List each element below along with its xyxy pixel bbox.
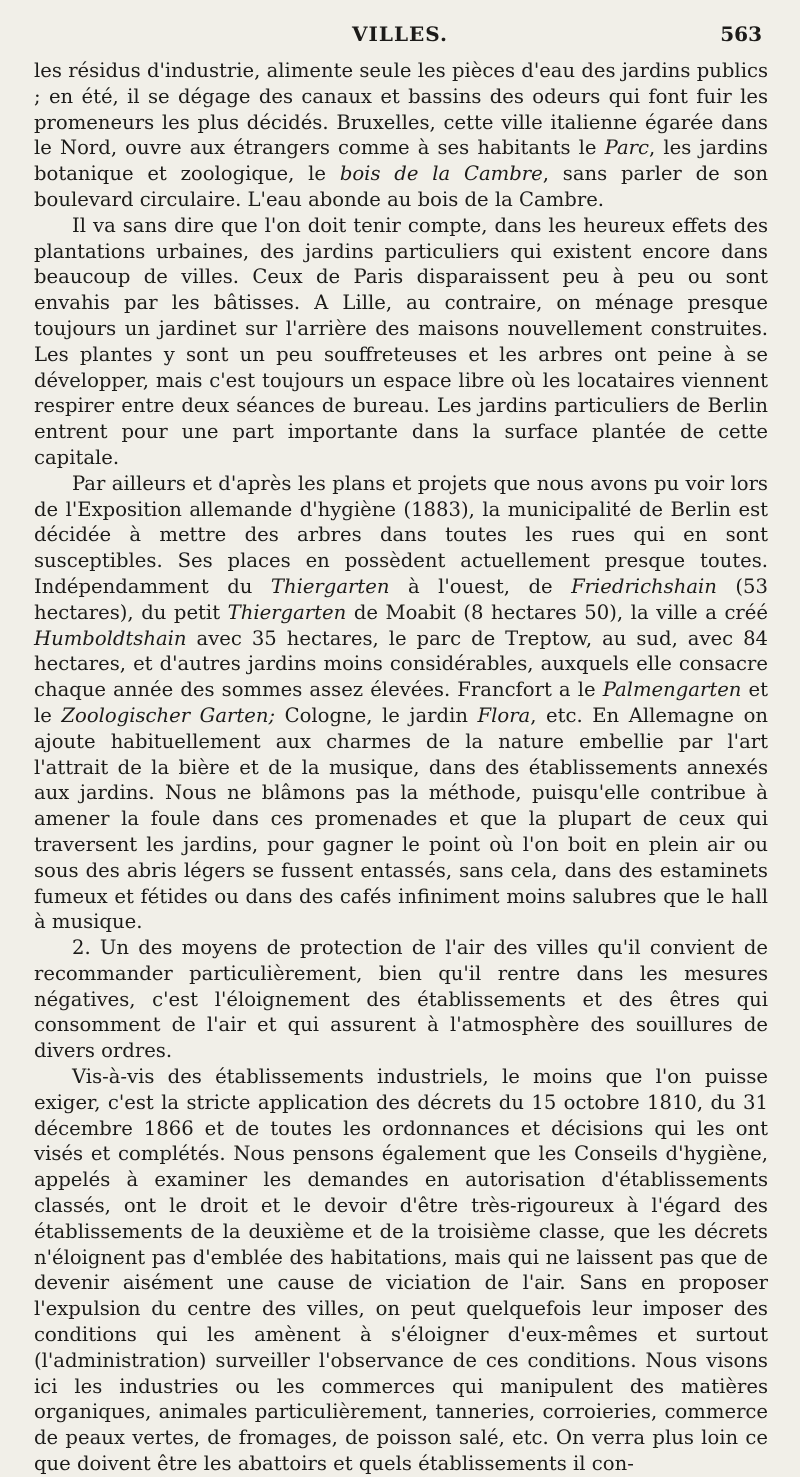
text-run: Par ailleurs et d'après les plans et projets que nous avons pu voir lors de l'Exposition allemande d'hygiène (1883), la municipalité de Berlin est décidée à mettre des arbres dans toutes les rues qui en sont susceptibles. Ses places en possèdent actuellement presque toutes. Indépendamment du	[34, 471, 768, 598]
running-title: VILLES.	[352, 22, 448, 46]
page-header	[0, 22, 800, 52]
text-run: , les jardins botanique et zoologique, le	[34, 136, 768, 186]
page-number: 563	[720, 22, 762, 46]
body-text	[34, 58, 768, 1477]
text-run: (53 hectares), du petit	[34, 574, 768, 624]
text-run: , sans parler de son boulevard circulaire. L'eau abonde au bois de la Cambre.	[34, 162, 769, 211]
italic-text-run: Flora	[477, 703, 531, 727]
text-run: , etc. En Allemagne on ajoute habituellement aux charmes de la nature embellie par l'art l'attrait de la bière et de la musique, dans des établissements annexés aux jardins. Nous ne blâmons pas la méthode, puisqu'elle contribue à amener la foule dans ces promenades et que la plupart de ceux qui traversent les jardins, pour gagner le point où l'on boit en plein air ou sous des abris légers se fussent entassés, sans cela, dans des estaminets fumeux et fétides ou dans des cafés infiniment moins salubres que le hall à musique.	[34, 703, 768, 934]
italic-text-run: bois de la Cambre	[339, 162, 543, 186]
italic-text-run: Parc	[604, 136, 649, 160]
italic-text-run: Thiergarten	[227, 600, 347, 624]
text-run: 2. Un des moyens de protection de l'air des villes qu'il convient de recommander particulièrement, bien qu'il rentre dans les mesures négatives, c'est l'éloignement des établissements et des êtres qui consomment de l'air et qui assurent à l'atmosphère des souillures de divers ordres.	[34, 936, 768, 1063]
text-run: et le	[34, 678, 768, 727]
italic-text-run: Friedrichshain	[571, 574, 717, 598]
text-run: avec 35 hectares, le parc de Treptow, au sud, avec 84 hectares, et d'autres jardins moins considérables, auxquels elle consacre chaque année des sommes assez élevées. Francfort a le	[34, 626, 768, 702]
text-run: les résidus d'industrie, alimente seule les pièces d'eau des jardins publics ; en été, il se dégage des canaux et bassins des odeurs qui font fuir les promeneurs les plus décidés. Bruxelles, cette ville italienne égarée dans le Nord, ouvre aux étrangers comme à ses habitants le	[34, 59, 768, 160]
paragraph	[34, 213, 768, 471]
text-run: à l'ouest, de	[389, 574, 572, 598]
italic-text-run: Humboldtshain	[34, 626, 187, 650]
text-run: Il va sans dire que l'on doit tenir compte, dans les heureux effets des plantations urbaines, des jardins particuliers qui existent encore dans beaucoup de villes. Ceux de Paris disparaissent peu à peu ou sont envahis par les bâtisses. A Lille, au contraire, on ménage presque toujours un jardinet sur l'arrière des maisons nouvellement construites. Les plantes y sont un peu souffreteuses et les arbres ont peine à se développer, mais c'est toujours un espace libre où les locataires viennent respirer entre deux séances de bureau. Les jardins particuliers de Berlin entrent pour une part importante dans la surface plantée de cette capitale.	[34, 213, 768, 469]
paragraph	[34, 58, 768, 213]
italic-text-run: Thiergarten	[270, 574, 390, 598]
paragraph	[34, 471, 768, 935]
paragraph	[34, 1064, 768, 1477]
italic-text-run: Palmengarten	[602, 678, 742, 702]
italic-text-run: Zoologischer Garten;	[61, 703, 276, 727]
text-run: Vis-à-vis des établissements industriels, le moins que l'on puisse exiger, c'est la stricte application des décrets du 15 octobre 1810, du 31 décembre 1866 et de toutes les ordonnances et décisions qui les ont visés et complétés. Nous pensons également que les Conseils d'hygiène, appelés à examiner les demandes en autorisation d'établissements classés, ont le droit et le devoir d'être très-rigoureux à l'égard des établissements de la deuxième et de la troisième classe, que les décrets n'éloignent pas d'emblée des habitations, mais qui ne laissent pas que de devenir aisément une cause de viciation de l'air. Sans en proposer l'expulsion du centre des villes, on peut quelquefois leur imposer des conditions qui les amènent à s'éloigner d'eux-mêmes et surtout (l'administration) surveiller l'observance de ces conditions. Nous visons ici les industries ou les commerces qui manipulent des matières organiques, animales particulièrement, tanneries, corroieries, commerce de peaux vertes, de fromages, de poisson salé, etc. On verra plus loin ce que doivent être les abattoirs et quels établissements il con-	[34, 1065, 768, 1476]
text-run: de Moabit (8 hectares 50), la ville a créé	[346, 600, 768, 624]
paragraph	[34, 935, 768, 1064]
text-run: Cologne, le jardin	[275, 703, 478, 727]
